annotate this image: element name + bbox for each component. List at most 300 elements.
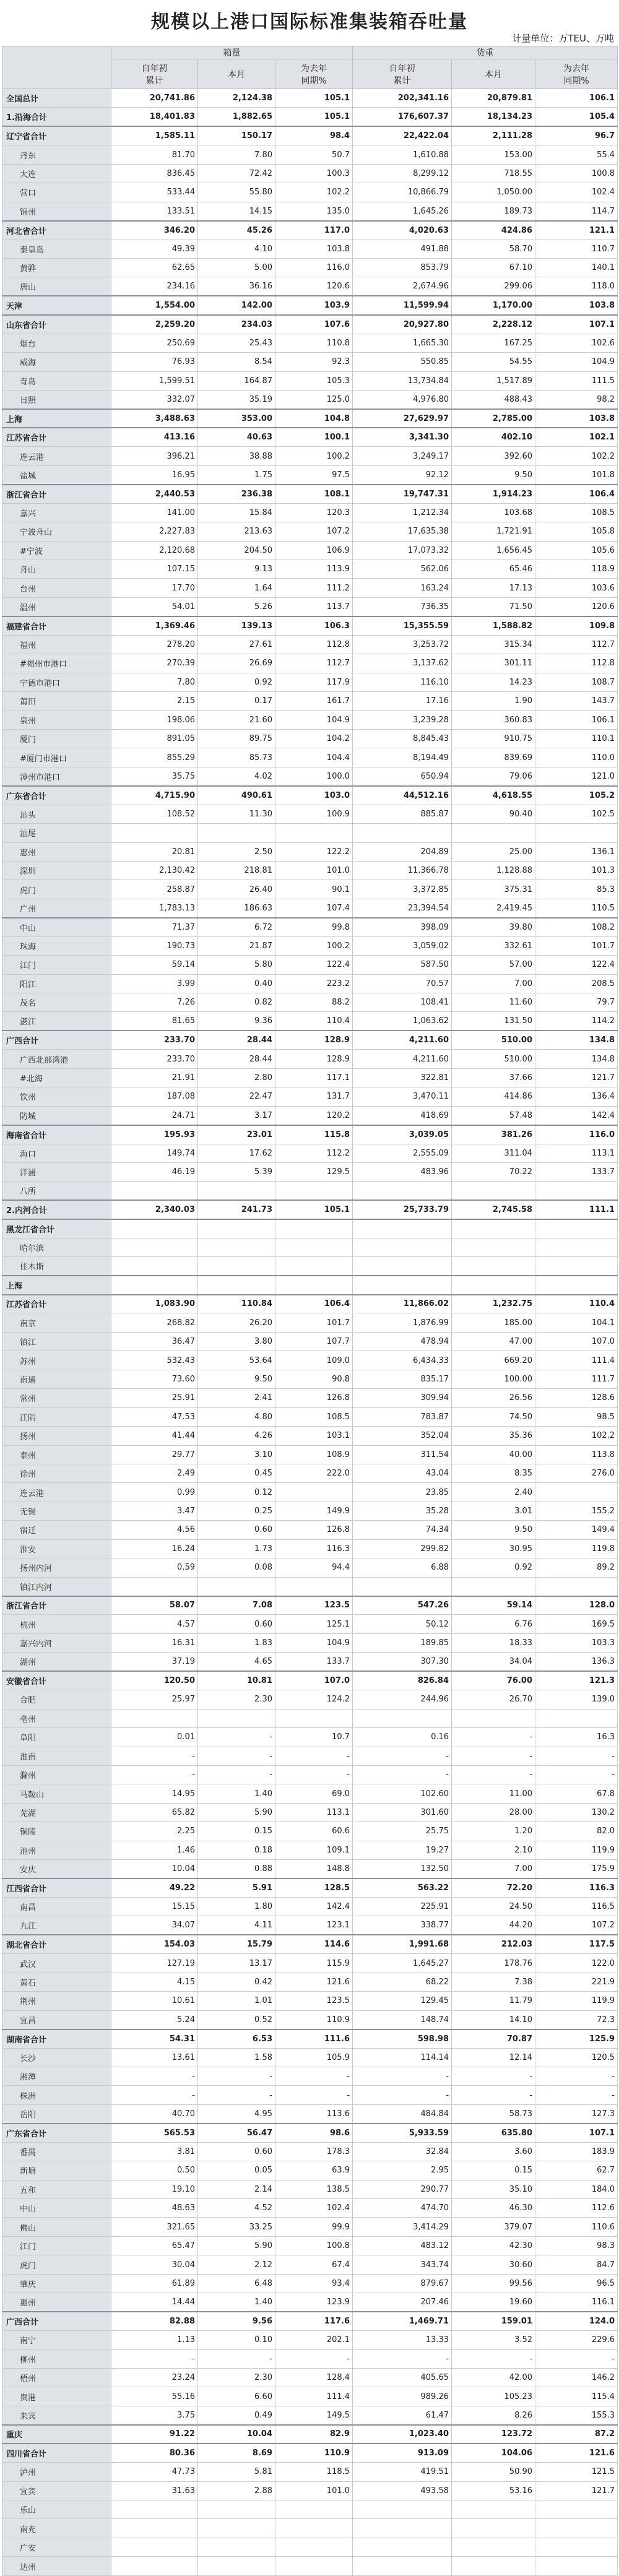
cell-teu-ytd: 55.16	[111, 2387, 198, 2406]
cell-teu-ytd: 47.73	[111, 2463, 198, 2481]
cell-tons-yoy: -	[535, 2349, 618, 2368]
cell-tons-month: 2.40	[452, 1483, 535, 1502]
cell-tons-yoy: 100.8	[535, 164, 618, 183]
table-row	[2, 2086, 618, 2104]
cell-teu-yoy: 105.1	[275, 1200, 353, 1219]
cell-tons-ytd: 587.50	[353, 956, 452, 974]
cell-teu-yoy: 118.5	[275, 2463, 353, 2481]
row-label: 南京	[2, 1313, 111, 1332]
cell-teu-month: 490.61	[198, 786, 275, 805]
cell-teu-month: 5.80	[198, 956, 275, 974]
cell-tons-ytd: 1,876.99	[353, 1313, 452, 1332]
table-row	[2, 2368, 618, 2387]
table-row	[2, 183, 618, 202]
table-row	[2, 1313, 618, 1332]
row-label: 徐州	[2, 1464, 111, 1482]
cell-teu-month: -	[198, 1747, 275, 1765]
cell-tons-yoy: 104.1	[535, 1313, 618, 1332]
cell-teu-ytd: 20,741.86	[111, 89, 198, 108]
cell-teu-month: 13.17	[198, 1954, 275, 1973]
header-teu-ytd: 自年初 累计	[111, 59, 198, 89]
cell-tons-month: 35.36	[452, 1427, 535, 1445]
row-label: 芜湖	[2, 1803, 111, 1822]
row-label: 宁波舟山	[2, 522, 111, 541]
cell-teu-ytd: 7.80	[111, 673, 198, 691]
cell-teu-month: 33.25	[198, 2218, 275, 2236]
cell-tons-ytd: -	[353, 2086, 452, 2104]
cell-tons-ytd: 17,635.38	[353, 522, 452, 541]
cell-teu-yoy: 110.4	[275, 1012, 353, 1031]
row-label: 湖南省合计	[2, 2029, 111, 2048]
cell-teu-yoy: 94.4	[275, 1558, 353, 1577]
cell-teu-yoy: 97.5	[275, 465, 353, 484]
cell-tons-month: 332.61	[452, 936, 535, 955]
cell-tons-yoy: 112.6	[535, 2199, 618, 2218]
row-label: 合肥	[2, 1690, 111, 1709]
table-row	[2, 145, 618, 164]
cell-teu-month: 55.80	[198, 183, 275, 202]
cell-teu-yoy: 122.4	[275, 956, 353, 974]
cell-teu-yoy: 116.3	[275, 1539, 353, 1558]
cell-teu-month: 142.00	[198, 296, 275, 314]
row-label: 广西合计	[2, 1031, 111, 1049]
table-row	[2, 2519, 618, 2538]
cell-tons-month: 159.01	[452, 2312, 535, 2330]
cell-tons-ytd: 3,372.85	[353, 880, 452, 899]
cell-tons-ytd: 19,747.31	[353, 485, 452, 503]
cell-teu-month	[198, 1238, 275, 1256]
cell-tons-yoy: 103.6	[535, 579, 618, 597]
table-row-total	[2, 1200, 618, 1219]
cell-tons-yoy: 121.5	[535, 2463, 618, 2481]
cell-teu-month: 53.64	[198, 1351, 275, 1370]
cell-teu-yoy: 123.9	[275, 2293, 353, 2312]
cell-teu-ytd: -	[111, 2067, 198, 2085]
cell-tons-month: 1.20	[452, 1822, 535, 1841]
table-row	[2, 1144, 618, 1162]
cell-teu-month: 2.14	[198, 2180, 275, 2198]
cell-tons-yoy: 67.8	[535, 1784, 618, 1803]
cell-teu-yoy: 135.0	[275, 202, 353, 220]
cell-teu-yoy: 149.9	[275, 1502, 353, 1520]
cell-teu-ytd: 49.39	[111, 240, 198, 258]
table-row	[2, 1653, 618, 1671]
cell-tons-month: 25.00	[452, 842, 535, 861]
unit-note: 计量单位：万TEU、万吨	[512, 33, 614, 44]
table-row	[2, 1332, 618, 1351]
cell-tons-month: 3.52	[452, 2331, 535, 2349]
table-row	[2, 1389, 618, 1407]
cell-tons-yoy: 82.0	[535, 1822, 618, 1841]
cell-teu-yoy: 102.4	[275, 2199, 353, 2218]
cell-tons-month: 1,914.23	[452, 485, 535, 503]
cell-tons-month: 14.23	[452, 673, 535, 691]
table-row	[2, 202, 618, 220]
row-label: 南宁	[2, 2331, 111, 2349]
cell-tons-ytd: -	[353, 2349, 452, 2368]
table-row	[2, 2048, 618, 2067]
cell-teu-month: 213.63	[198, 522, 275, 541]
cell-tons-ytd: 3,039.05	[353, 1125, 452, 1144]
cell-teu-yoy: 111.6	[275, 2029, 353, 2048]
cell-teu-ytd: 54.01	[111, 597, 198, 616]
cell-tons-yoy: 108.2	[535, 918, 618, 936]
cell-teu-month: 2.12	[198, 2255, 275, 2274]
table-row	[2, 1747, 618, 1765]
table-row-total	[2, 1125, 618, 1144]
cell-teu-month	[198, 2519, 275, 2538]
cell-tons-yoy: 142.4	[535, 1106, 618, 1125]
cell-teu-ytd: 16.24	[111, 1539, 198, 1558]
cell-teu-yoy: 108.1	[275, 485, 353, 503]
cell-tons-ytd	[353, 1219, 452, 1238]
cell-tons-yoy: 96.7	[535, 126, 618, 145]
cell-tons-yoy: 119.9	[535, 1841, 618, 1859]
cell-tons-ytd	[353, 2519, 452, 2538]
cell-teu-yoy: 88.2	[275, 993, 353, 1012]
cell-tons-yoy	[535, 2500, 618, 2519]
table-row	[2, 1841, 618, 1859]
cell-tons-ytd: 13,734.84	[353, 371, 452, 390]
cell-tons-yoy: 102.2	[535, 447, 618, 465]
cell-tons-yoy: 118.0	[535, 277, 618, 296]
row-label: 海南省合计	[2, 1125, 111, 1144]
table-row	[2, 1238, 618, 1256]
cell-tons-ytd: 2.95	[353, 2161, 452, 2180]
cell-tons-ytd: 1,063.62	[353, 1012, 452, 1031]
cell-teu-ytd: 2.15	[111, 692, 198, 711]
cell-teu-yoy: 124.2	[275, 1690, 353, 1709]
table-row	[2, 1087, 618, 1106]
cell-tons-yoy: 149.4	[535, 1521, 618, 1539]
cell-tons-month: 178.76	[452, 1954, 535, 1973]
cell-tons-yoy	[535, 1483, 618, 1502]
cell-teu-ytd: -	[111, 2086, 198, 2104]
table-row	[2, 729, 618, 748]
row-label: 淮安	[2, 1539, 111, 1558]
table-row	[2, 805, 618, 823]
cell-tons-yoy	[535, 1709, 618, 1727]
cell-teu-ytd: 21.91	[111, 1068, 198, 1087]
cell-teu-yoy: 106.3	[275, 616, 353, 635]
cell-teu-month: 0.52	[198, 2010, 275, 2029]
cell-teu-yoy: -	[275, 2349, 353, 2368]
row-label: 上海	[2, 1276, 111, 1294]
cell-tons-month: 11.79	[452, 1992, 535, 2010]
cell-teu-ytd: -	[111, 1765, 198, 1784]
cell-tons-yoy: 136.4	[535, 1087, 618, 1106]
row-label: #宁波	[2, 541, 111, 560]
cell-teu-month: 1.73	[198, 1539, 275, 1558]
table-row	[2, 1803, 618, 1822]
cell-teu-yoy: 148.8	[275, 1860, 353, 1878]
table-row	[2, 1577, 618, 1596]
cell-tons-yoy: 101.8	[535, 465, 618, 484]
cell-tons-yoy: 221.9	[535, 1973, 618, 1991]
cell-teu-yoy	[275, 2519, 353, 2538]
cell-tons-ytd: 322.81	[353, 1068, 452, 1087]
cell-teu-ytd: 58.07	[111, 1596, 198, 1615]
cell-teu-ytd: 81.70	[111, 145, 198, 164]
cell-teu-yoy: 100.9	[275, 805, 353, 823]
cell-teu-month: 139.13	[198, 616, 275, 635]
table-row	[2, 861, 618, 880]
cell-tons-ytd: 244.96	[353, 1690, 452, 1709]
cell-tons-month: -	[452, 2067, 535, 2085]
cell-tons-month: -	[452, 2086, 535, 2104]
table-row	[2, 2199, 618, 2218]
cell-teu-ytd	[111, 2519, 198, 2538]
cell-tons-yoy: 130.2	[535, 1803, 618, 1822]
table-row-total	[2, 108, 618, 126]
cell-teu-ytd: 268.82	[111, 1313, 198, 1332]
cell-teu-ytd: 891.05	[111, 729, 198, 748]
cell-teu-ytd: 190.73	[111, 936, 198, 955]
cell-tons-month: 1,050.00	[452, 183, 535, 202]
cell-teu-ytd: 107.15	[111, 560, 198, 578]
cell-teu-yoy: 123.5	[275, 1596, 353, 1615]
cell-teu-month: 5.81	[198, 2463, 275, 2481]
cell-teu-yoy: 128.5	[275, 1878, 353, 1897]
cell-tons-ytd: 92.12	[353, 465, 452, 484]
cell-teu-month: 6.72	[198, 918, 275, 936]
cell-tons-ytd: 116.10	[353, 673, 452, 691]
row-label: 福州	[2, 635, 111, 654]
cell-tons-ytd: 783.87	[353, 1407, 452, 1426]
table-row	[2, 1615, 618, 1633]
cell-tons-month: 488.43	[452, 391, 535, 409]
cell-teu-yoy: 103.1	[275, 1427, 353, 1445]
cell-tons-ytd: 885.87	[353, 805, 452, 823]
table-row	[2, 767, 618, 785]
cell-teu-ytd: 16.31	[111, 1633, 198, 1652]
cell-teu-yoy: 100.0	[275, 767, 353, 785]
row-label: 湘潭	[2, 2067, 111, 2085]
cell-tons-month: 50.90	[452, 2463, 535, 2481]
cell-teu-ytd: 61.89	[111, 2274, 198, 2293]
cell-tons-ytd: 290.77	[353, 2180, 452, 2198]
table-row	[2, 164, 618, 183]
cell-tons-ytd: 879.67	[353, 2274, 452, 2293]
header-teu-yoy: 为去年 同期%	[275, 59, 353, 89]
table-row	[2, 899, 618, 917]
cell-tons-ytd: 4,976.80	[353, 391, 452, 409]
cell-teu-yoy: 108.5	[275, 1407, 353, 1426]
cell-tons-month: 54.55	[452, 353, 535, 371]
cell-teu-yoy: 112.2	[275, 1144, 353, 1162]
row-label: 青岛	[2, 371, 111, 390]
cell-teu-ytd: 133.51	[111, 202, 198, 220]
cell-teu-yoy: 117.0	[275, 221, 353, 240]
cell-teu-month: 21.60	[198, 711, 275, 729]
table-row	[2, 2010, 618, 2029]
cell-teu-ytd: 233.70	[111, 1050, 198, 1068]
cell-teu-month: 0.05	[198, 2161, 275, 2180]
cell-teu-yoy: 104.8	[275, 409, 353, 428]
cell-teu-month: 3.80	[198, 1332, 275, 1351]
cell-tons-month: 44.20	[452, 1916, 535, 1935]
row-label: 2.内河合计	[2, 1200, 111, 1219]
cell-teu-yoy: -	[275, 1747, 353, 1765]
cell-tons-month	[452, 1238, 535, 1256]
cell-tons-month: 47.00	[452, 1332, 535, 1351]
cell-tons-ytd: 23.85	[353, 1483, 452, 1502]
cell-tons-yoy: 118.9	[535, 560, 618, 578]
cell-teu-ytd: 1,554.00	[111, 296, 198, 314]
cell-teu-month: 28.44	[198, 1031, 275, 1049]
cell-teu-month: 0.18	[198, 1841, 275, 1859]
cell-teu-month: 1.64	[198, 579, 275, 597]
cell-teu-yoy	[275, 2557, 353, 2575]
cell-teu-month: 1.58	[198, 2048, 275, 2067]
cell-teu-ytd: 0.99	[111, 1483, 198, 1502]
cell-tons-yoy: 125.9	[535, 2029, 618, 2048]
cell-tons-ytd: 19.27	[353, 1841, 452, 1859]
row-label: 滁州	[2, 1765, 111, 1784]
cell-tons-yoy: 115.4	[535, 2387, 618, 2406]
cell-tons-yoy: 183.9	[535, 2142, 618, 2161]
row-label: 全国总计	[2, 89, 111, 108]
cell-tons-yoy	[535, 2519, 618, 2538]
cell-tons-ytd: 176,607.37	[353, 108, 452, 126]
cell-teu-ytd: 34.07	[111, 1916, 198, 1935]
cell-teu-ytd	[111, 1577, 198, 1596]
cell-tons-ytd: 74.34	[353, 1521, 452, 1539]
cell-tons-ytd: 5,933.59	[353, 2124, 452, 2142]
cell-teu-yoy: 111.2	[275, 579, 353, 597]
cell-tons-yoy: 102.1	[535, 428, 618, 446]
cell-teu-ytd: 82.88	[111, 2312, 198, 2330]
table-row-total	[2, 1596, 618, 1615]
cell-tons-ytd	[353, 2557, 452, 2575]
table-row-total	[2, 485, 618, 503]
cell-teu-yoy: 100.2	[275, 447, 353, 465]
cell-tons-yoy: 89.2	[535, 1558, 618, 1577]
cell-teu-ytd: 1,783.13	[111, 899, 198, 917]
cell-teu-ytd: 81.65	[111, 1012, 198, 1031]
cell-teu-month: 7.08	[198, 1596, 275, 1615]
cell-teu-month: 85.73	[198, 748, 275, 767]
cell-tons-ytd: 3,239.28	[353, 711, 452, 729]
cell-teu-ytd: 31.63	[111, 2481, 198, 2500]
cell-tons-yoy	[535, 1577, 618, 1596]
table-row-total	[2, 1031, 618, 1049]
cell-teu-ytd: 332.07	[111, 391, 198, 409]
cell-tons-month: 28.00	[452, 1803, 535, 1822]
cell-tons-ytd	[353, 1238, 452, 1256]
row-label: 黑龙江省合计	[2, 1219, 111, 1238]
row-label: 厦门	[2, 729, 111, 748]
cell-tons-month: 1,588.82	[452, 616, 535, 635]
cell-teu-month: 1.75	[198, 465, 275, 484]
cell-teu-yoy: 125.1	[275, 1615, 353, 1633]
cell-tons-ytd: 1,665.30	[353, 334, 452, 352]
cell-tons-month	[452, 1577, 535, 1596]
cell-teu-yoy: 107.4	[275, 899, 353, 917]
cell-teu-month	[198, 2500, 275, 2519]
cell-teu-ytd: 2.25	[111, 1822, 198, 1841]
cell-tons-month	[452, 1219, 535, 1238]
cell-tons-yoy: 117.5	[535, 1935, 618, 1953]
cell-tons-yoy: 103.8	[535, 409, 618, 428]
cell-tons-month: 2,111.28	[452, 126, 535, 145]
cell-tons-yoy: 136.3	[535, 1653, 618, 1671]
cell-tons-month: 9.50	[452, 465, 535, 484]
cell-tons-yoy: 208.5	[535, 974, 618, 993]
cell-tons-ytd: 491.88	[353, 240, 452, 258]
cell-tons-yoy: 114.7	[535, 202, 618, 220]
cell-tons-month	[452, 824, 535, 842]
cell-teu-yoy: 107.2	[275, 522, 353, 541]
cell-teu-yoy	[275, 2538, 353, 2556]
cell-teu-yoy	[275, 1219, 353, 1238]
cell-teu-ytd: 18,401.83	[111, 108, 198, 126]
cell-tons-yoy: 276.0	[535, 1464, 618, 1482]
table-row	[2, 936, 618, 955]
table-row	[2, 1464, 618, 1482]
table-row	[2, 1784, 618, 1803]
cell-teu-ytd: 836.45	[111, 164, 198, 183]
cell-teu-ytd	[111, 2500, 198, 2519]
cell-teu-ytd: 65.47	[111, 2236, 198, 2255]
cell-tons-ytd: 108.41	[353, 993, 452, 1012]
cell-tons-ytd: 2,555.09	[353, 1144, 452, 1162]
cell-teu-ytd: 250.69	[111, 334, 198, 352]
table-row	[2, 2255, 618, 2274]
cell-tons-month: 360.83	[452, 711, 535, 729]
cell-tons-ytd: 598.98	[353, 2029, 452, 2048]
cell-tons-month: 2,228.12	[452, 315, 535, 334]
cell-teu-month: 5.90	[198, 1803, 275, 1822]
cell-tons-month: 0.92	[452, 1558, 535, 1577]
cell-tons-month: 57.48	[452, 1106, 535, 1125]
cell-tons-month	[452, 1257, 535, 1276]
cell-teu-yoy: 110.9	[275, 2444, 353, 2462]
cell-teu-yoy: 67.4	[275, 2255, 353, 2274]
cell-tons-month: 26.56	[452, 1389, 535, 1407]
row-label: 铜陵	[2, 1822, 111, 1841]
cell-teu-month: 5.26	[198, 597, 275, 616]
cell-tons-ytd: 6,434.33	[353, 1351, 452, 1370]
cell-teu-yoy: 98.6	[275, 2124, 353, 2142]
cell-teu-ytd: 4.57	[111, 1615, 198, 1633]
cell-tons-month: 381.26	[452, 1125, 535, 1144]
table-row	[2, 1012, 618, 1031]
table-row	[2, 711, 618, 729]
table-row-total	[2, 126, 618, 145]
cell-teu-yoy	[275, 2500, 353, 2519]
cell-tons-yoy	[535, 1276, 618, 1294]
cell-teu-yoy: 142.4	[275, 1898, 353, 1916]
throughput-table	[2, 46, 618, 2576]
row-label: 河北省合计	[2, 221, 111, 240]
cell-teu-yoy: 123.1	[275, 1916, 353, 1935]
row-label: 贵港	[2, 2387, 111, 2406]
cell-teu-ytd: 0.59	[111, 1558, 198, 1577]
cell-tons-ytd: 405.65	[353, 2368, 452, 2387]
cell-teu-month: 10.04	[198, 2425, 275, 2444]
cell-tons-yoy: 105.4	[535, 108, 618, 126]
cell-teu-month: 9.50	[198, 1370, 275, 1388]
cell-tons-ytd: 8,299.12	[353, 164, 452, 183]
cell-tons-ytd: 493.58	[353, 2481, 452, 2500]
cell-tons-month: 1.90	[452, 692, 535, 711]
cell-tons-yoy: 16.3	[535, 1728, 618, 1747]
cell-teu-yoy: 100.1	[275, 428, 353, 446]
cell-tons-month: 99.56	[452, 2274, 535, 2293]
cell-tons-ytd: 2,674.96	[353, 277, 452, 296]
row-label: 镇江	[2, 1332, 111, 1351]
